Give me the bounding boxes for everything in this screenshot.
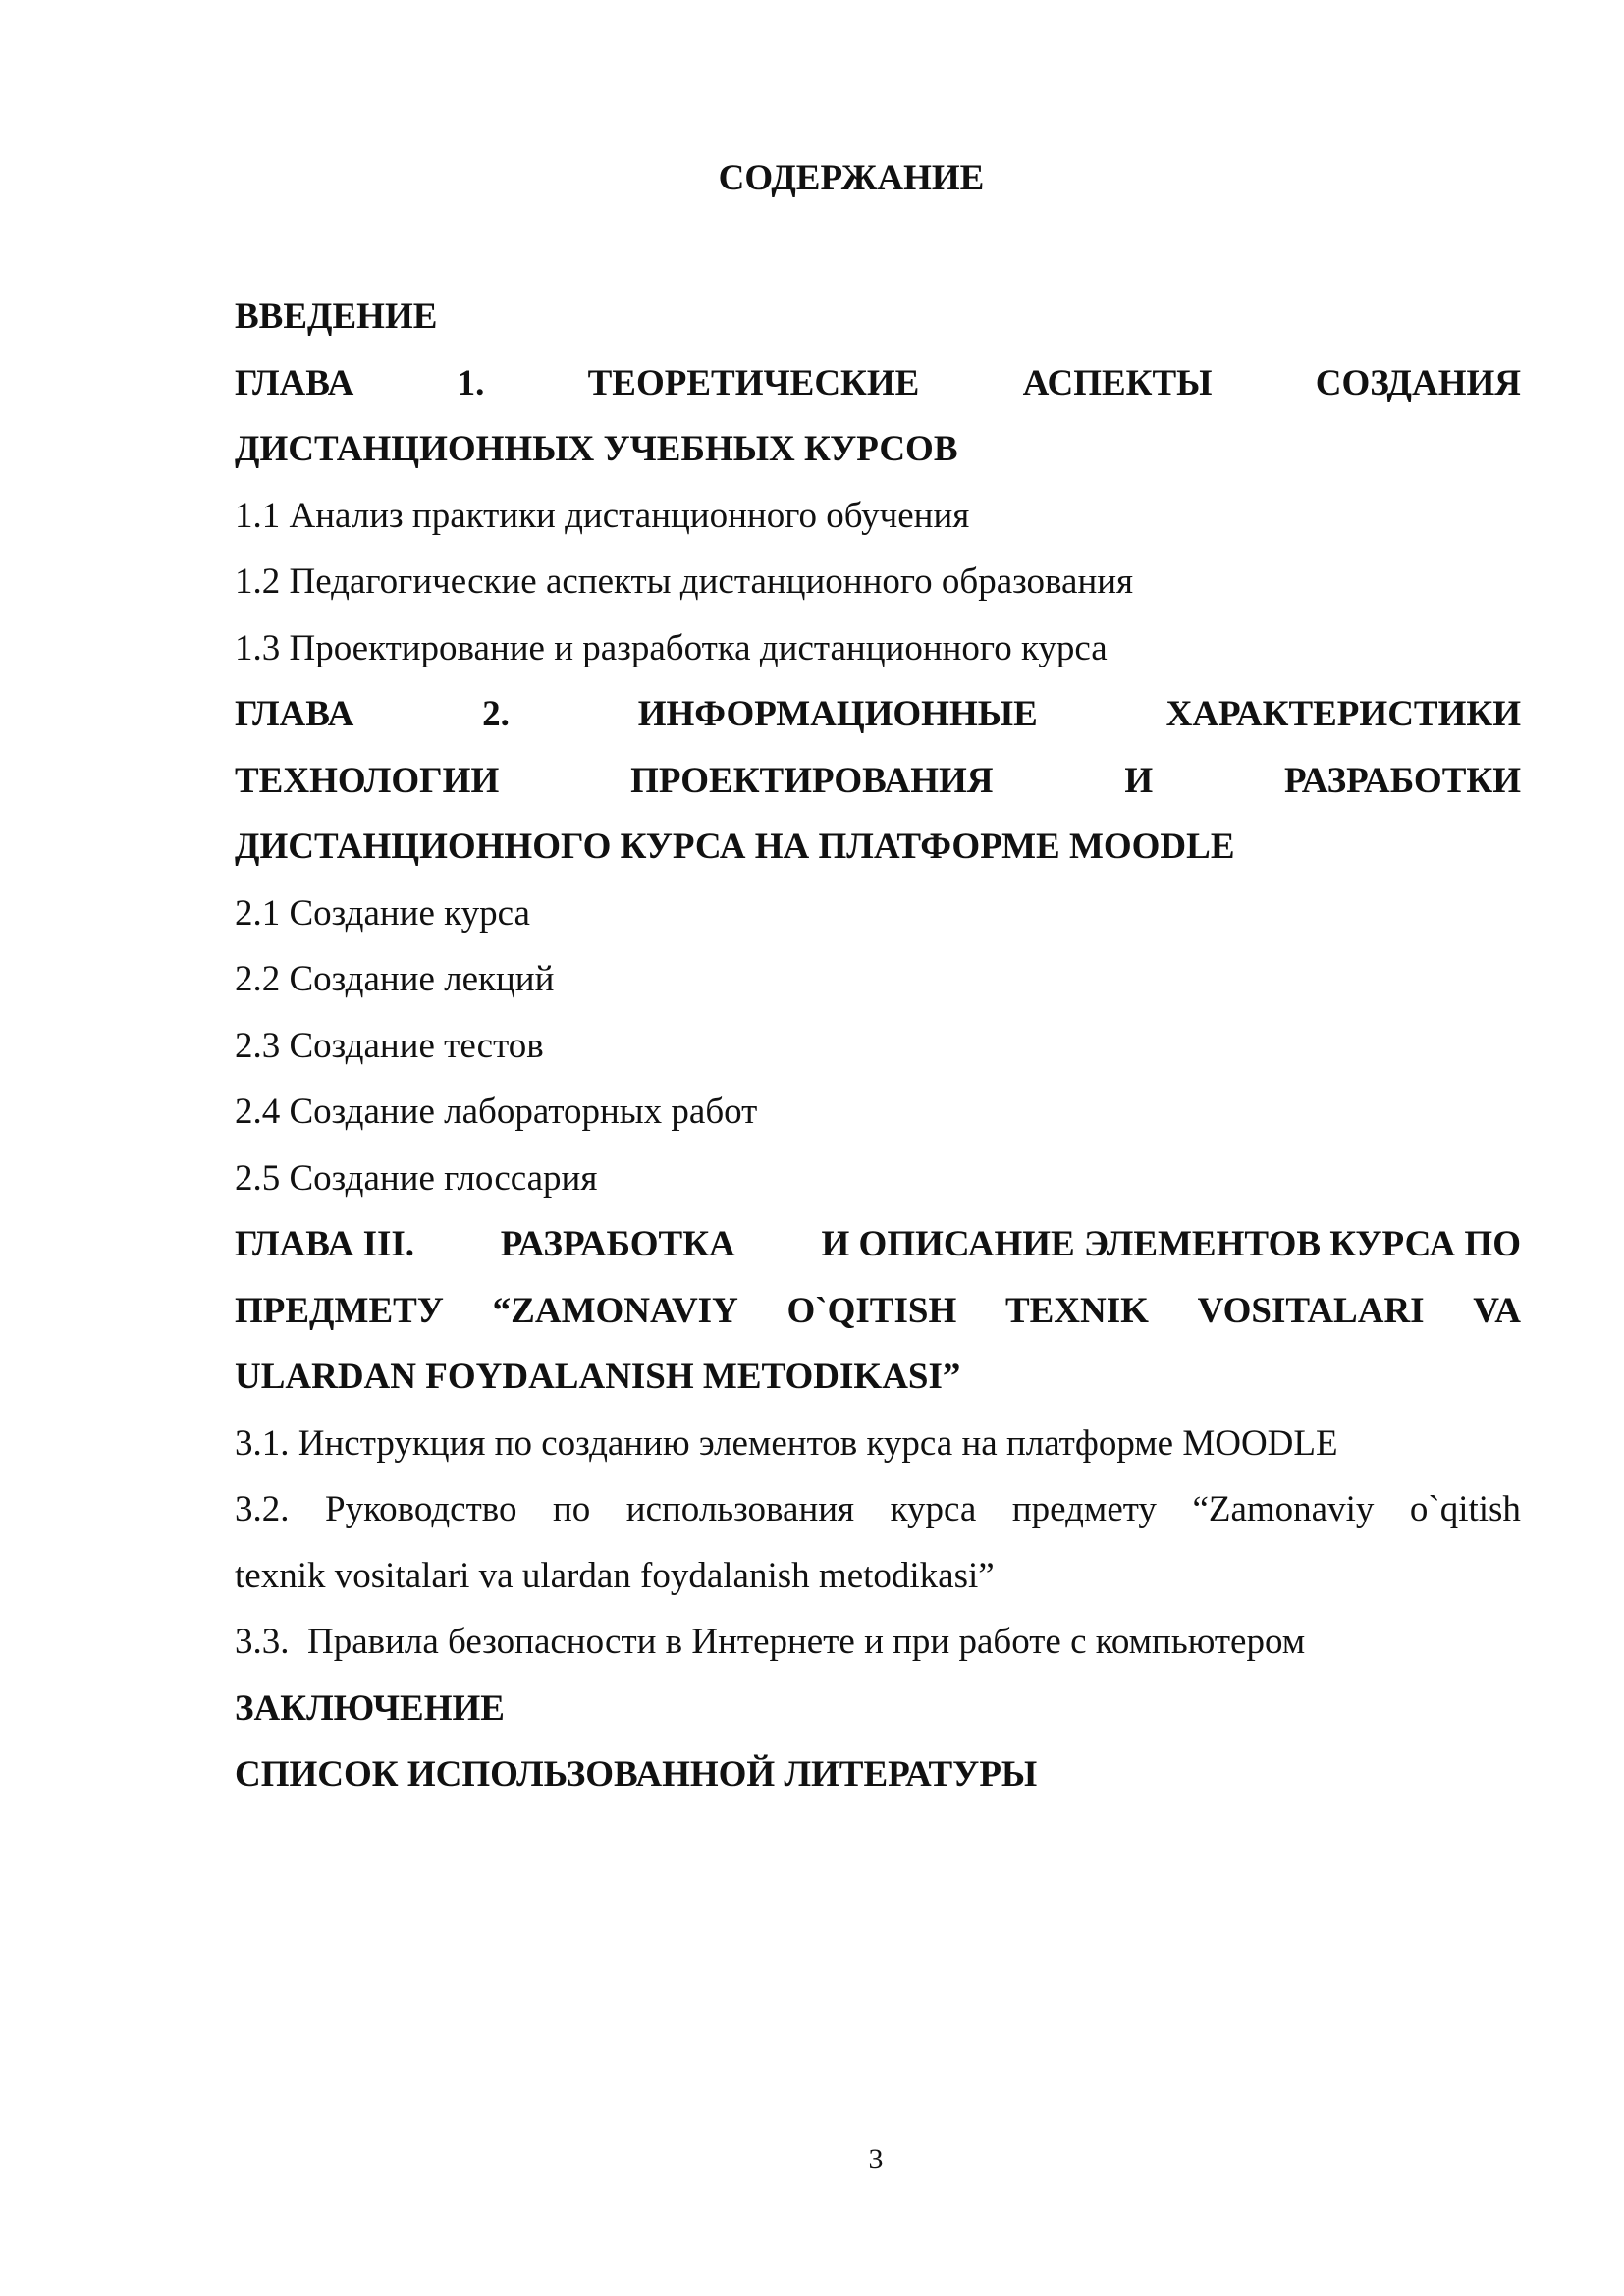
toc-item-1-3: 1.3 Проектирование и разработка дистанционного курса: [235, 627, 1108, 668]
toc-item-3-1: 3.1. Инструкция по созданию элементов курса на платформе MOODLE: [235, 1422, 1338, 1464]
toc-word: 1.: [457, 362, 485, 403]
toc-chapter2-line2: [235, 748, 1521, 815]
toc-word: И ОПИСАНИЕ ЭЛЕМЕНТОВ КУРСА ПО: [821, 1224, 1521, 1264]
toc-item-2-2: 2.2 Создание лекций: [235, 959, 555, 999]
toc-chapter3-line1: [235, 1211, 1521, 1278]
toc-word: курса: [890, 1489, 977, 1529]
toc-item-3-2-line2: texnik vositalari va ulardan foydalanish metodikasi”: [235, 1555, 995, 1596]
toc-word: O`QITISH: [786, 1290, 957, 1331]
page-number: 3: [868, 2143, 884, 2175]
toc-word: ГЛАВА III.: [235, 1224, 415, 1264]
toc-chapter3-line3: ULARDAN FOYDALANISH METODIKASI”: [235, 1357, 961, 1397]
toc-word: ГЛАВА: [235, 694, 354, 734]
toc-word: СОЗДАНИЯ: [1315, 362, 1521, 403]
toc-word: 2.: [482, 694, 510, 734]
toc-item-2-1: 2.1 Создание курса: [235, 892, 530, 934]
toc-references: СПИСОК ИСПОЛЬЗОВАННОЙ ЛИТЕРАТУРЫ: [235, 1754, 1038, 1794]
toc-word: ТЕХНОЛОГИИ: [235, 760, 500, 801]
toc-word: ТЕОРЕТИЧЕСКИЕ: [587, 362, 920, 403]
toc-word: по: [552, 1489, 591, 1529]
toc-intro: ВВЕДЕНИЕ: [235, 296, 438, 337]
toc-chapter1-line1: [235, 350, 1521, 417]
toc-chapter1-line2: ДИСТАНЦИОННЫХ УЧЕБНЫХ КУРСОВ: [235, 429, 958, 469]
toc-word: “Zamonaviy: [1192, 1489, 1375, 1529]
toc-item-2-4: 2.4 Создание лабораторных работ: [235, 1092, 758, 1132]
toc-word: РАЗРАБОТКИ: [1283, 760, 1521, 801]
toc-word: И: [1124, 760, 1154, 801]
toc-word: VOSITALARI: [1197, 1290, 1425, 1331]
toc-word: АСПЕКТЫ: [1022, 362, 1213, 403]
toc-word: предмету: [1011, 1489, 1157, 1529]
toc-word: ХАРАКТЕРИСТИКИ: [1165, 694, 1521, 734]
toc-word: 3.2.: [235, 1489, 290, 1529]
toc-item-2-5: 2.5 Создание глоссария: [235, 1157, 598, 1199]
toc-word: o`qitish: [1409, 1489, 1521, 1529]
toc-word: ГЛАВА: [235, 362, 354, 403]
toc-word: VA: [1473, 1290, 1521, 1331]
toc-word: TEXNIK: [1004, 1290, 1149, 1331]
toc-chapter2-line1: [235, 681, 1521, 748]
toc-word: использования: [625, 1489, 855, 1529]
toc-chapter3-line2: [235, 1278, 1521, 1345]
toc-word: Руководство: [325, 1489, 517, 1529]
toc-conclusion: ЗАКЛЮЧЕНИЕ: [235, 1687, 505, 1729]
toc-word: ИНФОРМАЦИОННЫЕ: [637, 694, 1038, 734]
toc-word: ПРЕДМЕТУ: [235, 1290, 444, 1331]
page-title: СОДЕРЖАНИЕ: [718, 158, 985, 198]
toc-item-3-3: 3.3. Правила безопасности в Интернете и при работе с компьютером: [235, 1622, 1306, 1662]
toc-item-1-2: 1.2 Педагогические аспекты дистанционного образования: [235, 561, 1134, 602]
toc-word: “ZAMONAVIY: [492, 1290, 738, 1331]
toc-item-3-2-line1: [235, 1476, 1521, 1543]
toc-word: РАЗРАБОТКА: [500, 1224, 735, 1264]
toc-chapter2-line3: ДИСТАНЦИОННОГО КУРСА НА ПЛАТФОРМЕ MOODLE: [235, 827, 1235, 867]
toc-item-1-1: 1.1 Анализ практики дистанционного обучения: [235, 495, 970, 536]
table-of-contents: [235, 284, 1521, 1808]
toc-item-2-3: 2.3 Создание тестов: [235, 1025, 544, 1066]
toc-word: ПРОЕКТИРОВАНИЯ: [630, 760, 994, 801]
